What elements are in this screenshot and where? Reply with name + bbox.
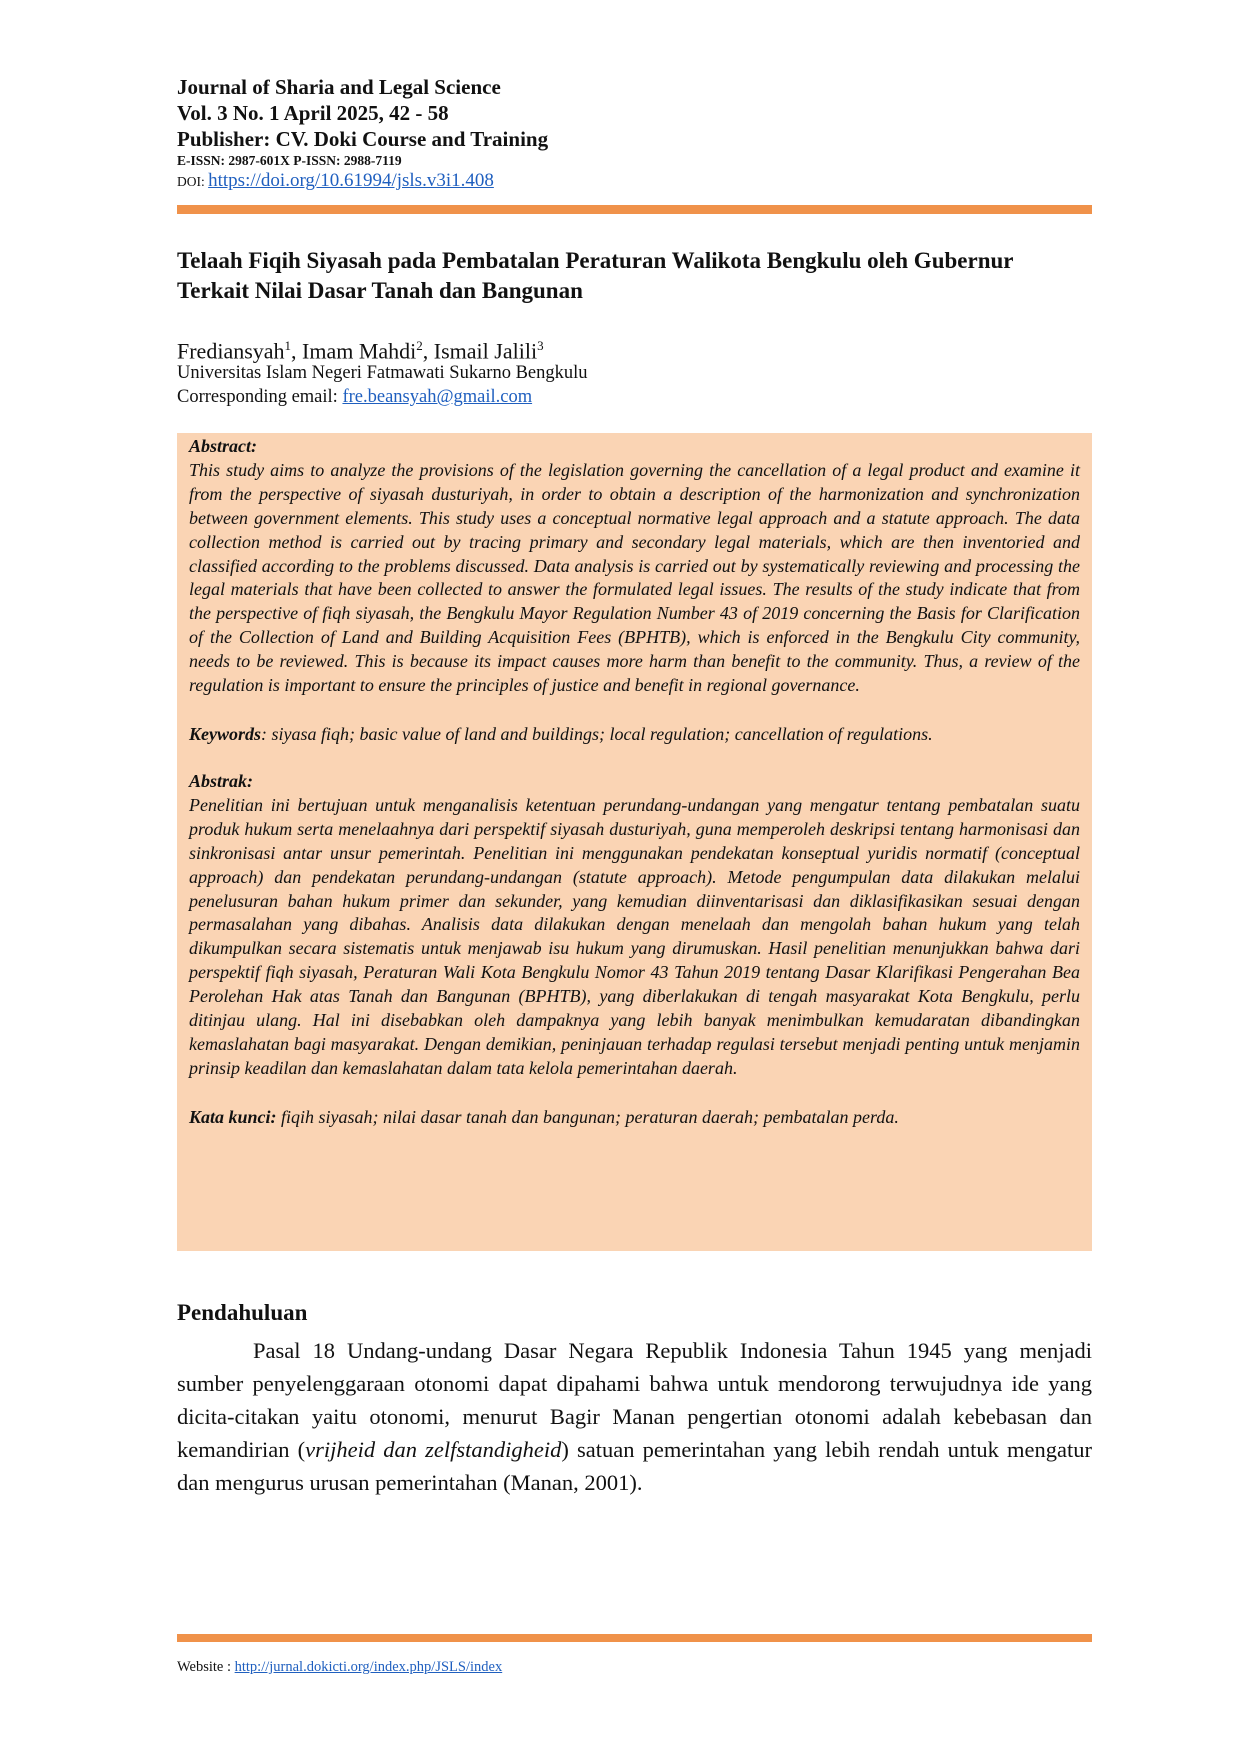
kata-kunci-line <box>189 1105 1080 1129</box>
author-affiliation-mark: 1 <box>284 338 292 353</box>
doi-label: DOI: <box>177 174 205 189</box>
doi-link[interactable]: https://doi.org/10.61994/jsls.v3i1.408 <box>208 170 494 191</box>
author-affiliation-mark: 3 <box>537 338 544 353</box>
intro-paragraph <box>177 1334 1092 1499</box>
author-separator: , <box>422 338 434 364</box>
journal-name: Journal of Sharia and Legal Science <box>177 75 501 99</box>
author-name: Imam Mahdi <box>302 338 417 364</box>
header-divider <box>177 205 1092 214</box>
author-name: Frediansyah <box>177 338 285 364</box>
doi-line <box>177 170 1097 193</box>
abstrak-label: Abstrak: <box>189 770 254 791</box>
kata-kunci-text: fiqih siyasah; nilai dasar tanah dan bangunan; peraturan daerah; pembatalan perda. <box>276 1106 899 1127</box>
paper-title-line-2: Terkait Nilai Dasar Tanah dan Bangunan <box>177 278 583 303</box>
journal-header <box>177 74 1097 193</box>
abstract-box <box>177 433 1092 1251</box>
abstract-label: Abstract: <box>189 436 258 456</box>
affiliation: Universitas Islam Negeri Fatmawati Sukarno Bengkulu <box>177 363 588 383</box>
corresponding-email-line <box>177 385 1092 409</box>
keywords-text: : siyasa fiqh; basic value of land and buildings; local regulation; cancellation of regulations. <box>261 723 933 744</box>
intro-italic-term: vrijheid dan zelfstandigheid <box>305 1437 562 1462</box>
intro-text-part-1: Pasal 18 Undang-undang Dasar Negara Republik Indonesia Tahun 1945 yang menjadi sumber penyelenggaraan otonomi dapat dipahami bahwa untuk mendorong terwujudnya ide yang dicita-citakan yaitu otonomi, menurut Bagir Manan pengertian otonomi adalah kebebasan dan kemandirian ( <box>177 1338 1092 1462</box>
corresponding-label: Corresponding email: <box>177 387 338 407</box>
paper-title-line-1: Telaah Fiqih Siyasah pada Pembatalan Peraturan Walikota Bengkulu oleh Gubernur <box>177 248 1014 273</box>
footer <box>177 1658 502 1676</box>
website-label: Website : <box>177 1659 235 1675</box>
author-affiliation-mark: 2 <box>416 338 423 353</box>
journal-issn: E-ISSN: 2987-601X P-ISSN: 2988-7119 <box>177 153 402 168</box>
author-name: Ismail Jalili <box>433 338 538 364</box>
corresponding-email-link[interactable]: fre.beansyah@gmail.com <box>342 387 533 407</box>
kata-kunci-label: Kata kunci: <box>189 1106 277 1127</box>
section-heading: Pendahuluan <box>177 1300 308 1325</box>
keywords-line <box>189 722 1080 746</box>
journal-volume: Vol. 3 No. 1 April 2025, 42 - 58 <box>177 101 449 125</box>
author-separator: , <box>291 338 303 364</box>
website-link[interactable]: http://jurnal.dokicti.org/index.php/JSLS/index <box>234 1659 503 1675</box>
abstrak-text: Penelitian ini bertujuan untuk menganalisis ketentuan perundang-undangan yang mengatur tentang pembatalan suatu produk hukum serta menelaahnya dari perspektif siyasah dusturiyah, guna memperoleh deskripsi tentang harmonisasi dan sinkronisasi antar unsur pemerintah. Penelitian ini menggunakan pendekatan konseptual yuridis normatif (conceptual approach) dan pendekatan perundang-undangan (statute approach). Metode pengumpulan data dilakukan melalui penelusuran bahan hukum primer dan sekunder, yang kemudian diinventarisasi dan diklasifikasikan sesuai dengan permasalahan yang dibahas. Analisis data dilakukan dengan menelaah dan mengolah bahan hukum yang telah dikumpulkan secara sistematis untuk menjawab isu hukum yang dirumuskan. Hasil penelitian menunjukkan bahwa dari perspektif fiqh siyasah, Peraturan Wali Kota Bengkulu Nomor 43 Tahun 2019 tentang Dasar Klarifikasi Pengerahan Bea Perolehan Hak atas Tanah dan Bangunan (BPHTB), yang diberlakukan di tengah masyarakat Kota Bengkulu, perlu ditinjau ulang. Hal ini disebabkan oleh dampaknya yang lebih banyak menimbulkan kemudaratan dibandingkan kemaslahatan bagi masyarakat. Dengan demikian, peninjauan terhadap regulasi tersebut menjadi penting untuk menjamin prinsip keadilan dan kemaslahatan dalam tata kelola pemerintahan daerah. <box>189 794 1080 1078</box>
abstract-text: This study aims to analyze the provisions of the legislation governing the cancellation of a legal product and examine it from the perspective of siyasah dusturiyah, in order to obtain a description of the harmonization and synchronization between government elements. This study uses a conceptual normative legal approach and a statute approach. The data collection method is carried out by tracing primary and secondary legal materials, which are then inventoried and classified according to the problems discussed. Data analysis is carried out by systematically reviewing and processing the legal materials that have been collected to answer the formulated legal issues. The results of the study indicate that from the perspective of fiqh siyasah, the Bengkulu Mayor Regulation Number 43 of 2019 concerning the Basis for Clarification of the Collection of Land and Building Acquisition Fees (BPHTB), which is enforced in the Bengkulu City community, needs to be reviewed. This is because its impact causes more harm than benefit to the community. Thus, a review of the regulation is important to ensure the principles of justice and benefit in regional governance. <box>189 459 1080 696</box>
paper-title <box>177 246 1092 306</box>
keywords-label: Keywords <box>189 723 261 744</box>
footer-divider <box>177 1634 1092 1642</box>
intro-text-part-2: ) satuan pemerintahan yang lebih rendah untuk mengatur dan mengurus urusan pemerintahan (Manan, 2001). <box>177 1437 1093 1495</box>
journal-publisher: Publisher: CV. Doki Course and Training <box>177 127 549 151</box>
